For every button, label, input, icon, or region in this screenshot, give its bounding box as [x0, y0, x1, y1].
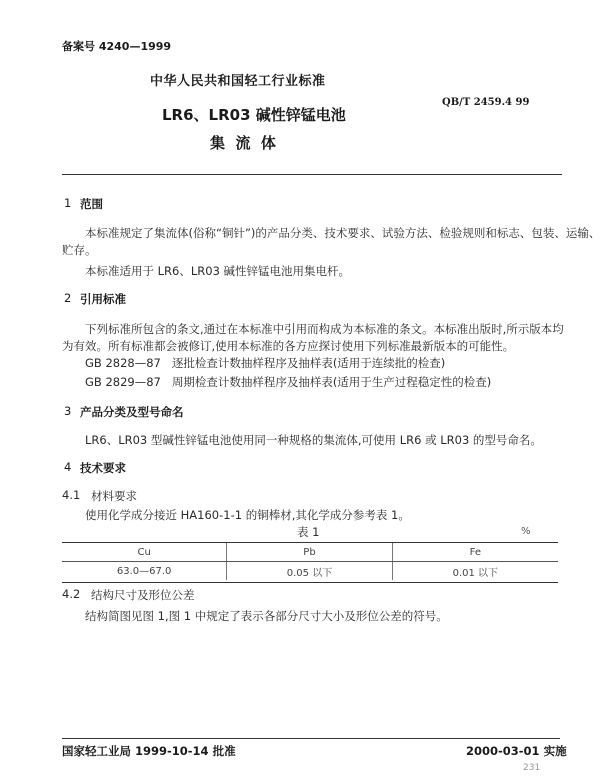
implementation-date: 2000-03-01 实施 [466, 744, 567, 758]
table-row [62, 562, 558, 581]
table-bottom-rule [62, 582, 558, 583]
record-number: 备案号 4240—1999 [62, 40, 172, 53]
reference-gb2829: GB 2829—87 周期检查计数抽样程序及抽样表(适用于生产过程稳定性的检查) [85, 375, 492, 389]
section-1-para2: 本标准适用于 LR6、LR03 碱性锌锰电池用集电杆。 [85, 264, 351, 278]
section-2-para1-line2: 为有效。所有标准都会被修订,使用本标准的各方应探讨使用下列标准最新版本的可能性。 [62, 339, 515, 353]
section-1-title: 范围 [80, 197, 103, 211]
reference-gb2828: GB 2828—87 逐批检查计数抽样程序及抽样表(适用于连续批的检查) [85, 356, 446, 370]
subsection-4-2-para: 结构简图见图 1,图 1 中规定了表示各部分尺寸大小及形位公差的符号。 [85, 609, 448, 623]
table-cell-pb: 0.05 以下 [227, 562, 392, 581]
section-2-number: 2 [64, 291, 72, 305]
page-number: 231 [523, 763, 541, 773]
org-title: 中华人民共和国轻工行业标准 [150, 74, 326, 89]
section-3-para: LR6、LR03 型碱性锌锰电池使用同一种规格的集流体,可使用 LR6 或 LR03 的型号命名。 [85, 433, 542, 447]
section-2-para1-line1: 下列标准所包含的条文,通过在本标准中引用而构成为本标准的条文。本标准出版时,所示版本均 [85, 322, 564, 336]
subsection-4-1-number: 4.1 [62, 488, 81, 502]
section-1-para1-line2: 贮存。 [62, 243, 97, 257]
table-cell-cu: 63.0—67.0 [62, 562, 227, 581]
table-header-pb: Pb [227, 543, 392, 562]
section-1-number: 1 [64, 196, 72, 210]
approval-info: 国家轻工业局 1999-10-14 批准 [62, 744, 236, 758]
section-4-title: 技术要求 [80, 461, 126, 475]
subsection-4-2-title: 结构尺寸及形位公差 [91, 588, 195, 602]
table-header-fe: Fe [392, 543, 558, 562]
subsection-4-1-para: 使用化学成分接近 HA160-1-1 的铜棒材,其化学成分参考表 1。 [85, 508, 410, 522]
header-divider [62, 174, 562, 175]
section-3-number: 3 [64, 404, 72, 418]
table-header-cu: Cu [62, 543, 227, 562]
standard-code: QB/T 2459.4 99 [442, 97, 530, 108]
doc-subtitle: 集 流 体 [210, 134, 276, 152]
subsection-4-2-number: 4.2 [62, 587, 81, 601]
section-3-title: 产品分类及型号命名 [80, 405, 184, 419]
table-cell-fe: 0.01 以下 [452, 567, 499, 579]
section-4-number: 4 [64, 460, 72, 474]
table-caption: 表 1 [297, 525, 320, 539]
subsection-4-1-title: 材料要求 [91, 489, 137, 503]
doc-title: LR6、LR03 碱性锌锰电池 [162, 106, 346, 124]
composition-table [62, 543, 558, 580]
table-unit: % [521, 526, 531, 537]
section-1-para1-line1: 本标准规定了集流体(俗称“铜针”)的产品分类、技术要求、试验方法、检验规则和标志、包装、运输、 [85, 226, 600, 240]
table-header-row [62, 543, 558, 562]
footer-divider [62, 738, 560, 739]
section-2-title: 引用标准 [80, 292, 126, 306]
